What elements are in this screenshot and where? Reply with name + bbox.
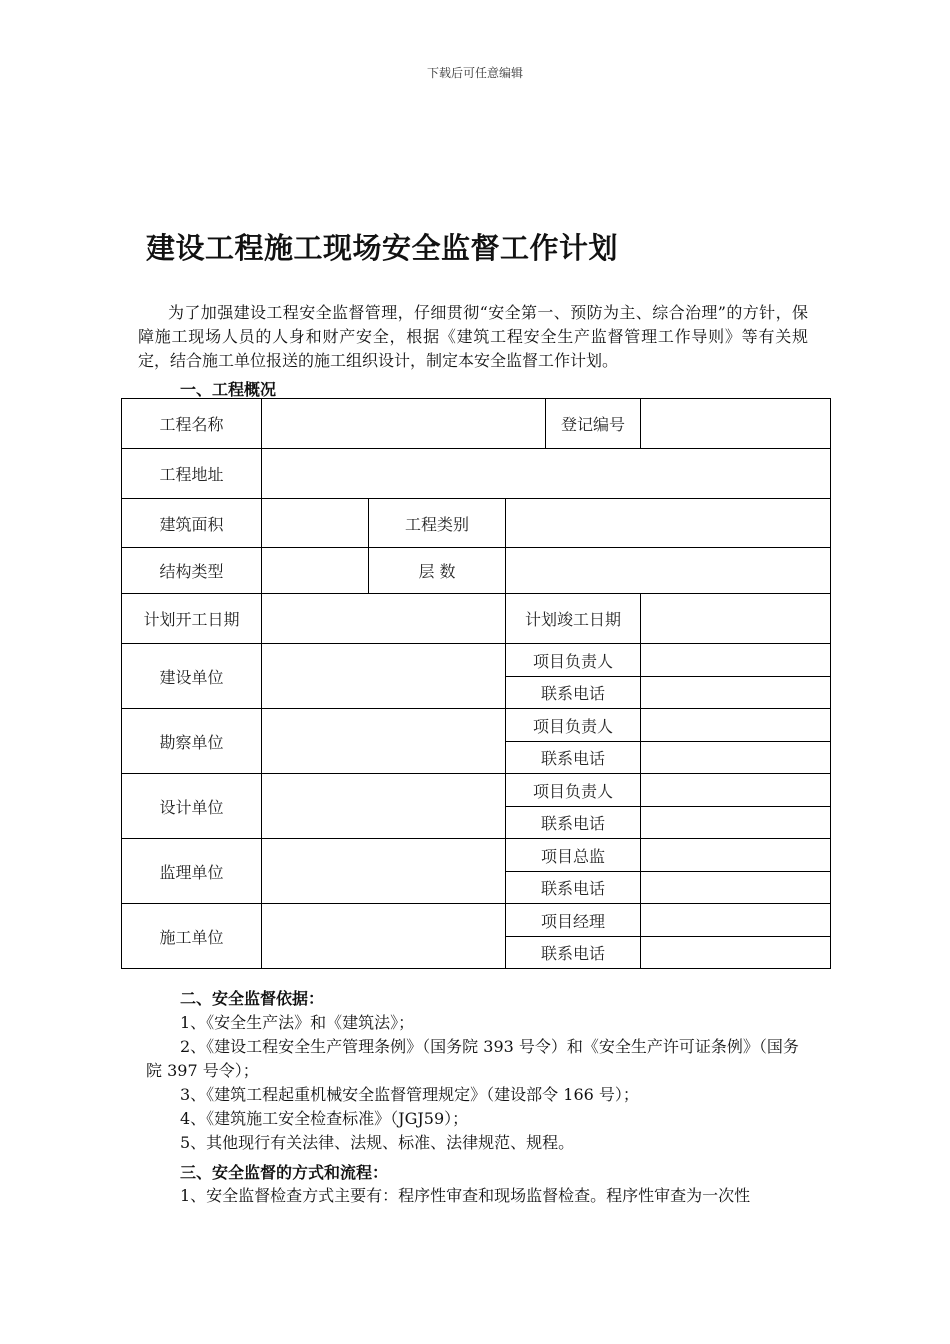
value-unit-role [641,774,831,807]
label-unit-phone: 联系电话 [506,937,641,969]
value-address [262,449,831,499]
section-heading-basis: 二、安全监督依据： [180,989,325,1008]
label-unit-design: 设计单位 [122,774,262,839]
label-unit-phone: 联系电话 [506,872,641,904]
label-floors: 层 数 [369,548,506,594]
basis-item: 5、其他现行有关法律、法规、标准、法律规范、规程。 [180,1133,575,1152]
label-unit-role: 项目负责人 [506,774,641,807]
basis-item: 1、《安全生产法》和《建筑法》； [180,1013,415,1032]
basis-list [146,1011,810,1155]
label-unit-phone: 联系电话 [506,677,641,709]
value-end-date [641,594,831,644]
label-reg-no: 登记编号 [546,399,641,449]
section-heading-overview: 一、工程概况 [180,380,277,399]
label-category: 工程类别 [369,499,506,548]
label-structure: 结构类型 [122,548,262,594]
section-heading-method: 三、安全监督的方式和流程： [180,1163,389,1182]
value-reg-no [641,399,831,449]
value-unit-phone [641,677,831,709]
label-end-date: 计划竣工日期 [506,594,641,644]
label-unit-construction: 建设单位 [122,644,262,709]
header-note: 下载后可任意编辑 [426,66,523,80]
basis-item: 4、《建筑施工安全检查标准》（JGJ59）； [180,1109,469,1128]
value-unit-phone [641,807,831,839]
label-start-date: 计划开工日期 [122,594,262,644]
label-unit-role: 项目经理 [506,904,641,937]
label-unit-role: 项目负责人 [506,709,641,742]
label-area: 建筑面积 [122,499,262,548]
value-floors [506,548,831,594]
label-unit-supervision: 监理单位 [122,839,262,904]
method-paragraph [146,1184,810,1208]
label-unit-role: 项目负责人 [506,644,641,677]
value-category [506,499,831,548]
label-address: 工程地址 [122,449,262,499]
label-unit-role: 项目总监 [506,839,641,872]
value-unit-survey [262,709,506,774]
value-unit-contractor [262,904,506,969]
project-overview-table [121,398,831,969]
value-start-date [262,594,506,644]
intro-paragraph: 为了加强建设工程安全监督管理，仔细贯彻“安全第一、预防为主、综合治理”的方针，保障施工现场人员的人身和财产安全，根据《建筑工程安全生产监督管理工作导则》等有关规定，结合施工单位报送的施工组织设计，制定本安全监督工作计划。 [138,303,808,370]
basis-item: 2、《建设工程安全生产管理条例》（国务院 393 号令）和《安全生产许可证条例》（国务院 397 号令）； [146,1037,799,1080]
label-project-name: 工程名称 [122,399,262,449]
value-unit-phone [641,937,831,969]
page-title: 建设工程施工现场安全监督工作计划 [146,231,619,265]
label-unit-contractor: 施工单位 [122,904,262,969]
value-unit-construction [262,644,506,709]
value-project-name [262,399,546,449]
value-area [262,499,369,548]
value-unit-supervision [262,839,506,904]
value-unit-phone [641,872,831,904]
label-unit-survey: 勘察单位 [122,709,262,774]
value-structure [262,548,369,594]
label-unit-phone: 联系电话 [506,807,641,839]
value-unit-role [641,839,831,872]
value-unit-role [641,644,831,677]
label-unit-phone: 联系电话 [506,742,641,774]
value-unit-design [262,774,506,839]
basis-item: 3、《建筑工程起重机械安全监督管理规定》（建设部令 166 号）； [180,1085,639,1104]
value-unit-role [641,904,831,937]
value-unit-phone [641,742,831,774]
value-unit-role [641,709,831,742]
method-text: 1、安全监督检查方式主要有：程序性审查和现场监督检查。程序性审查为一次性 [180,1186,751,1205]
